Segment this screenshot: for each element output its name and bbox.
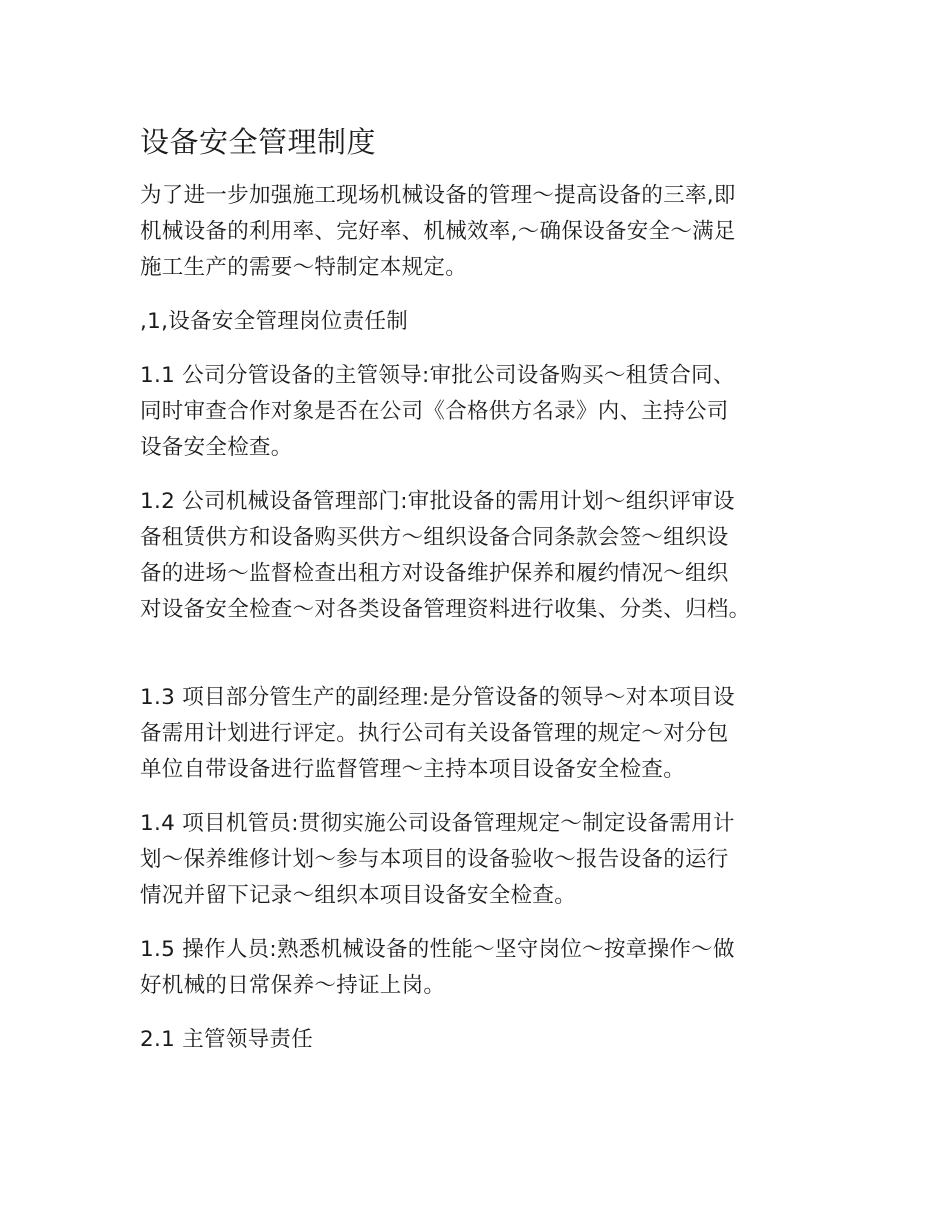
text-line: 1.5 操作人员:熟悉机械设备的性能～坚守岗位～按章操作～做 — [140, 937, 735, 962]
text-line: 1.3 项目部分管生产的副经理:是分管设备的领导～对本项目设 — [140, 685, 735, 710]
text-line: 对设备安全检查～对各类设备管理资料进行收集、分类、归档。 — [140, 597, 751, 622]
text-line: 2.1 主管领导责任 — [140, 1027, 314, 1052]
text-line: 备需用计划进行评定。执行公司有关设备管理的规定～对分包 — [140, 721, 729, 746]
text-line: 同时审查合作对象是否在公司《合格供方名录》内、主持公司 — [140, 399, 729, 424]
text-line: 为了进一步加强施工现场机械设备的管理～提高设备的三率,即 — [140, 183, 736, 208]
text-line: ,1,设备安全管理岗位责任制 — [140, 309, 409, 334]
text-line: 设备安全检查。 — [140, 435, 293, 460]
clause-1-1 — [140, 358, 820, 466]
intro-paragraph — [140, 178, 820, 286]
text-line: 备租赁供方和设备购买供方～组织设备合同条款会签～组织设 — [140, 525, 729, 550]
section-heading-2-1 — [140, 1022, 820, 1058]
text-line: 1.1 公司分管设备的主管领导:审批公司设备购买～租赁合同、 — [140, 363, 735, 388]
text-line: 1.4 项目机管员:贯彻实施公司设备管理规定～制定设备需用计 — [140, 811, 735, 836]
text-line: 机械设备的利用率、完好率、机械效率,～确保设备安全～满足 — [140, 219, 736, 244]
clause-1-2 — [140, 484, 820, 628]
clause-1-5 — [140, 932, 820, 1004]
text-line: 单位自带设备进行监督管理～主持本项目设备安全检查。 — [140, 757, 686, 782]
text-line: 备的进场～监督检查出租方对设备维护保养和履约情况～组织 — [140, 561, 729, 586]
text-line: 好机械的日常保养～持证上岗。 — [140, 973, 446, 998]
document-title: 设备安全管理制度 — [140, 125, 377, 159]
clause-1-4 — [140, 806, 820, 914]
text-line: 情况并留下记录～组织本项目设备安全检查。 — [140, 883, 577, 908]
clause-1-3 — [140, 680, 820, 788]
section-heading-1 — [140, 304, 820, 340]
text-line: 1.2 公司机械设备管理部门:审批设备的需用计划～组织评审设 — [140, 489, 735, 514]
text-line: 施工生产的需要～特制定本规定。 — [140, 255, 468, 280]
text-line: 划～保养维修计划～参与本项目的设备验收～报告设备的运行 — [140, 847, 729, 872]
document-page — [140, 118, 820, 1076]
